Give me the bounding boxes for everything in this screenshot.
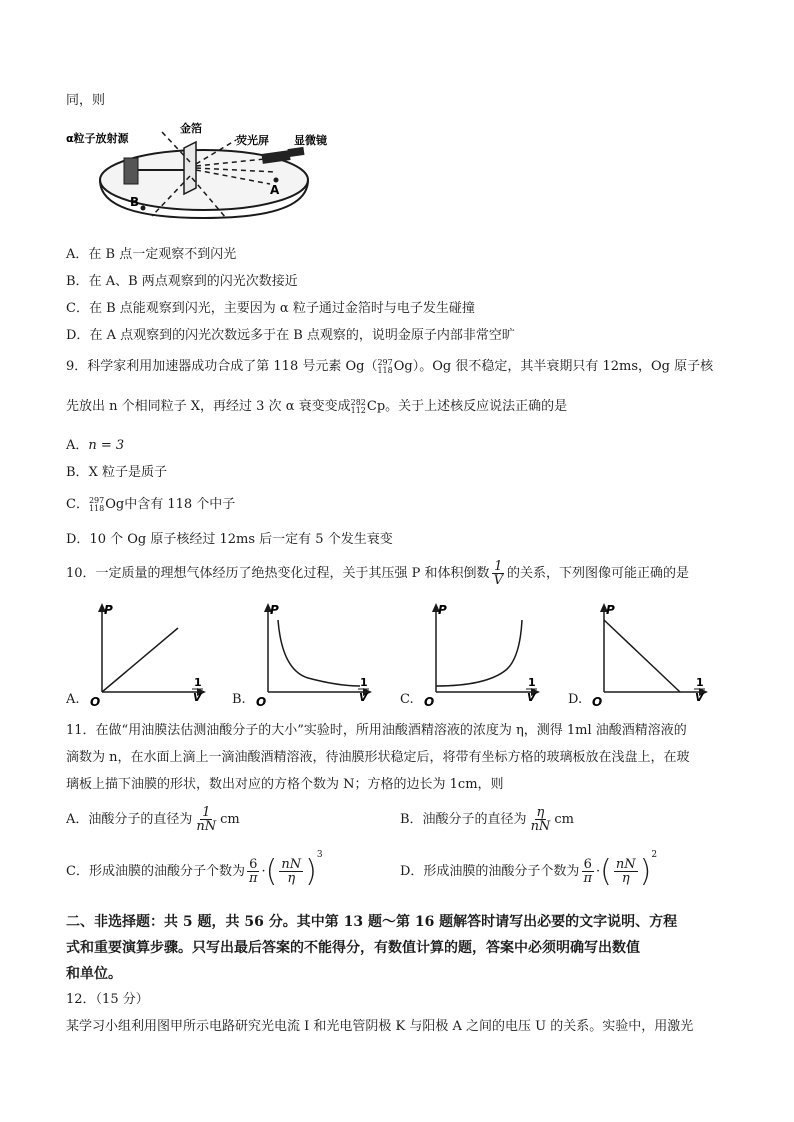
svg-text:P: P: [606, 603, 615, 617]
q11-stem-line2: 滴数为 n，在水面上滴上一滴油酸酒精溶液，待油膜形状稳定后，将带有坐标方格的玻璃板放在浅盘上，在玻: [66, 750, 690, 765]
point-a-label: A: [270, 183, 280, 197]
q8-option-a: A．在 B 点一定观察不到闪光: [66, 247, 237, 262]
svg-text:1: 1: [696, 676, 704, 689]
q11-stem-line3: 璃板上描下油膜的形状，数出对应的方格个数为 N；方格的边长为 1cm，则: [66, 777, 504, 792]
q8-option-c: C．在 B 点能观察到闪光，主要因为 α 粒子通过金箔时与电子发生碰撞: [66, 301, 475, 316]
q11-option-d: D．形成油膜的油酸分子个数为 $\frac{6}{\pi}$ ·( $\frac{nN}{\eta}$ )$^2$: [400, 850, 658, 889]
intro-text: 同，则: [66, 93, 106, 108]
q11-option-a: A．油酸分子的直径为 $\frac{1}{nN}$ cm: [66, 805, 240, 834]
cp-nuclide-indices: 282 112: [350, 397, 366, 415]
svg-text:1: 1: [528, 676, 536, 689]
svg-text:V: V: [695, 691, 704, 704]
svg-text:P: P: [104, 603, 113, 617]
graph-b-curve: [278, 620, 360, 686]
foil-label: 金箔: [180, 122, 202, 135]
q12-stem-line1: 某学习小组利用图甲所示电路研究光电流 I 和光电管阴极 K 与阳极 A 之间的电压 U 的关系。实验中，用激光: [66, 1019, 694, 1034]
svg-text:O: O: [256, 695, 267, 709]
source-label: α粒子放射源: [66, 132, 129, 145]
q8-option-d: D．在 A 点观察到的闪光次数远多于在 B 点观察的，说明金原子内部非常空旷: [66, 328, 515, 343]
svg-text:1: 1: [194, 676, 202, 689]
point-b-dot: [141, 206, 146, 211]
q8-option-b: B．在 A、B 两点观察到的闪光次数接近: [66, 274, 298, 289]
section2-line2: 式和重要演算步骤。只写出最后答案的不能得分，有数值计算的题，答案中必须明确写出数值: [66, 940, 640, 956]
gold-foil: [184, 142, 196, 194]
q9-option-b: B．X 粒子是质子: [66, 465, 167, 480]
og-nuclide-indices: 297 118: [377, 357, 393, 375]
section2-line1: 二、非选择题：共 5 题，共 56 分。其中第 13 题～第 16 题解答时请写出必要的文字说明、方程: [66, 914, 678, 930]
microscope-eyepiece: [288, 147, 305, 157]
graph-d-curve: [604, 620, 680, 692]
q9-stem-line2: 先放出 n 个相同粒子 X，再经过 3 次 α 衰变变成 282 112 Cp。关于上述核反应说法正确的是: [66, 397, 568, 415]
point-a-dot: [274, 178, 279, 183]
svg-text:O: O: [424, 695, 435, 709]
svg-text:P: P: [270, 603, 279, 617]
svg-text:O: O: [90, 695, 101, 709]
q10-stem: 10．一定质量的理想气体经历了绝热变化过程，关于其压强 P 和体积倒数 $\frac{1}{V}$ 的关系，下列图像可能正确的是: [66, 559, 689, 588]
svg-text:V: V: [359, 691, 368, 704]
screen-label: 荧光屏: [236, 134, 269, 147]
q12-header: 12．（15 分）: [66, 992, 149, 1007]
point-b-label: B: [130, 195, 140, 209]
graph-a-curve: [102, 628, 178, 692]
svg-text:1: 1: [360, 676, 368, 689]
q11-option-b: B．油酸分子的直径为 $\frac{\eta}{nN}$ cm: [400, 805, 574, 834]
svg-text:O: O: [592, 695, 603, 709]
svg-text:P: P: [438, 603, 447, 617]
q9-option-d: D．10 个 Og 原子核经过 12ms 后一定有 5 个发生衰变: [66, 532, 393, 547]
section2-line3: 和单位。: [66, 966, 122, 982]
svg-text:V: V: [527, 691, 536, 704]
svg-text:V: V: [193, 691, 202, 704]
rutherford-apparatus-figure: [66, 118, 336, 228]
q9-option-a: A．n = 3: [66, 438, 125, 453]
q11-option-c: C．形成油膜的油酸分子个数为 $\frac{6}{\pi}$ ·( $\frac{nN}{\eta}$ )$^3$: [66, 850, 323, 889]
q9-stem-line1: 9．科学家利用加速器成功合成了第 118 号元素 Og（ 297 118 Og）。Og 很不稳定，其半衰期只有 12ms，Og 原子核: [66, 357, 714, 375]
q11-stem-line1: 11．在做“用油膜法估测油酸分子的大小”实验时，所用油酸酒精溶液的浓度为 η，测得 1ml 油酸酒精溶液的: [66, 723, 687, 738]
q9-option-c: C． 297 118 Og中含有 118 个中子: [66, 495, 236, 513]
microscope-label: 显微镜: [294, 134, 327, 147]
graph-c-curve: [436, 620, 522, 686]
alpha-source-box: [124, 158, 138, 184]
